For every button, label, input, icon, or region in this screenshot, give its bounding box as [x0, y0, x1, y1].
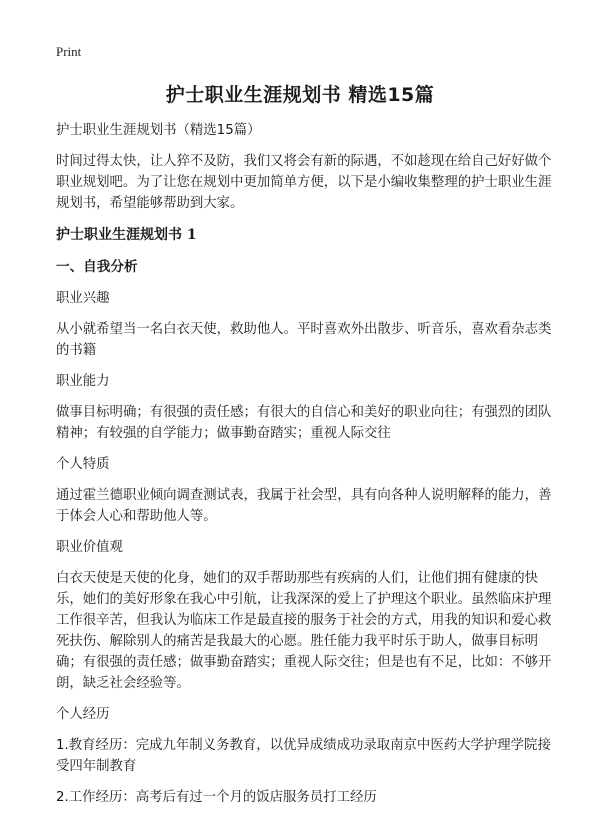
intro-paragraph: 时间过得太快，让人猝不及防，我们又将会有新的际遇，不如趁现在给自己好好做个职业规划吧。为了让您在规划中更加简单方便，以下是小编收集整理的护士职业生涯规划书，希望能够帮助到大家。: [56, 154, 552, 211]
block-label-interest: 职业兴趣: [56, 291, 110, 306]
block-label-values: 职业价值观: [56, 540, 123, 555]
block-label-traits: 个人特质: [56, 457, 110, 472]
print-link[interactable]: Print: [56, 44, 82, 59]
document-title: 护士职业生涯规划书 精选15篇: [165, 84, 435, 106]
block-text-work: 2.工作经历：高考后有过一个月的饭店服务员打工经历: [56, 790, 377, 805]
block-text-education: 1.教育经历：完成九年制义务教育，以优异成绩成功录取南京中医药大学护理学院接受四年制教育: [56, 738, 551, 774]
block-text-values: 白衣天使是天使的化身，她们的双手帮助那些有疾病的人们，让他们拥有健康的快乐，她们的美好形象在我心中引航，让我深深的爱上了护理这个职业。虽然临床护理工作很辛苦，但我认为临床工作是最直接的服务于社会的方式，用我的知识和爱心救死扶伤、解除别人的痛苦是我最大的心愿。胜任能力我平时乐于助人，做事目标明确；有很强的责任感；做事勤奋踏实；重视人际交往；但是也有不足，比如：不够开朗，缺乏社会经验等。: [56, 571, 552, 691]
part-heading: 一、自我分析: [56, 259, 138, 275]
block-label-ability: 职业能力: [56, 374, 110, 389]
block-text-interest: 从小就希望当一名白衣天使，救助他人。平时喜欢外出散步、听音乐，喜欢看杂志类的书籍: [56, 322, 552, 358]
section-heading: 护士职业生涯规划书 1: [56, 227, 197, 243]
document-body: [56, 120, 554, 818]
block-label-experience: 个人经历: [56, 707, 110, 722]
block-text-traits: 通过霍兰德职业倾向调查测试表，我属于社会型，具有向各种人说明解释的能力，善于体会人心和帮助他人等。: [56, 488, 552, 524]
document-subtitle: 护士职业生涯规划书（精选15篇）: [56, 123, 261, 138]
block-text-ability: 做事目标明确；有很强的责任感；有很大的自信心和美好的职业向往；有强烈的团队精神；有较强的自学能力；做事勤奋踏实；重视人际交往: [56, 405, 552, 441]
